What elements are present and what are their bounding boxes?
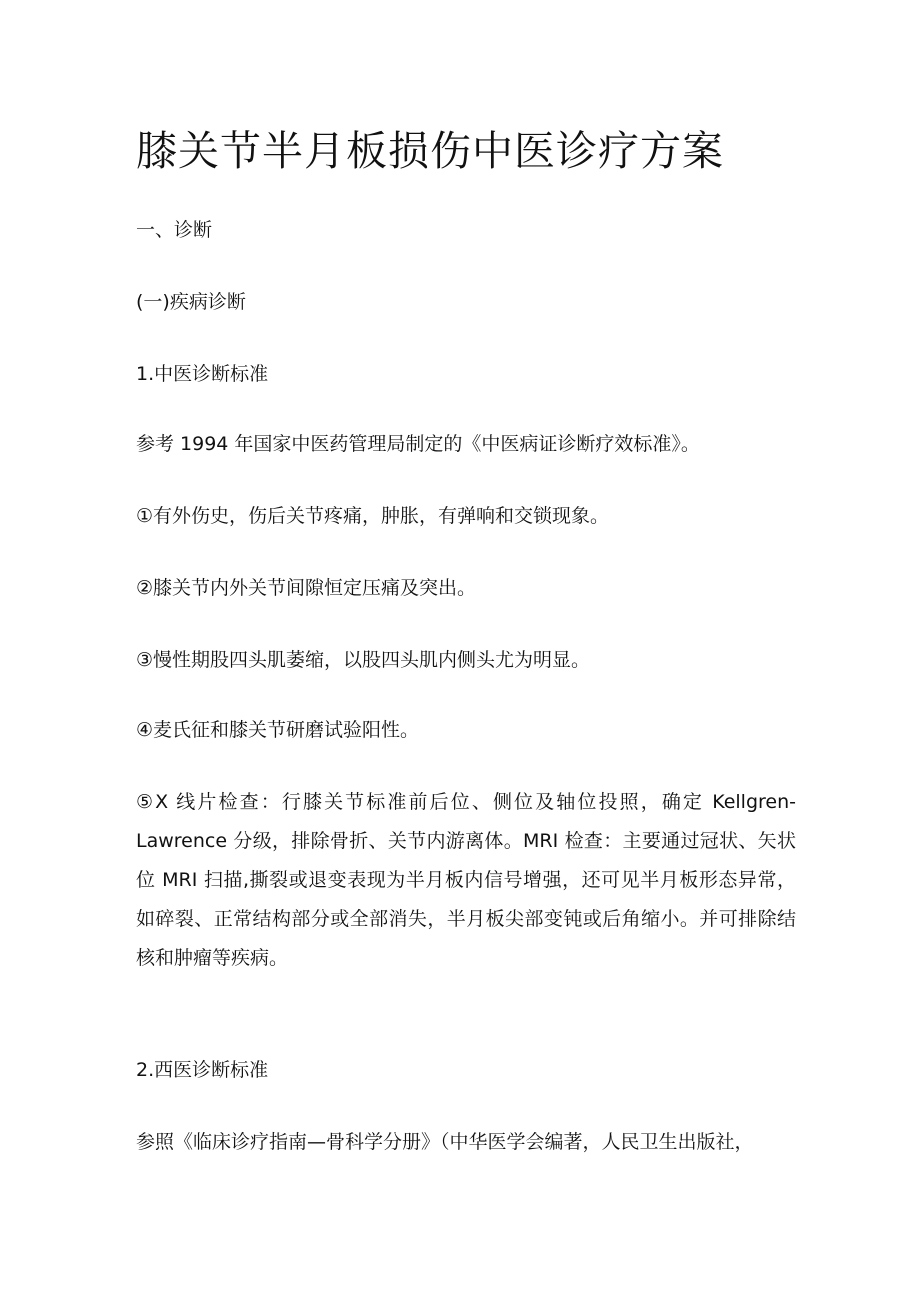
- criterion-5-imaging: ⑤X 线片检查：行膝关节标准前后位、侧位及轴位投照，确定 Kellgren-Lawrence 分级，排除骨折、关节内游离体。MRI 检查：主要通过冠状、矢状位 MRI 扫描,撕裂或退变表现为半月板内信号增强，还可见半月板形态异常，如碎裂、正常结构部分或全部消失，半月板尖部变钝或后角缩小。并可排除结核和肿瘤等疾病。: [136, 791, 796, 969]
- document-title: 膝关节半月板损伤中医诊疗方案: [136, 127, 724, 175]
- item-heading-tcm-criteria: 1.中医诊断标准: [136, 363, 269, 385]
- reference-paragraph-western: 参照《临床诊疗指南—骨科学分册》（中华医学会编著，人民卫生出版社，: [136, 1131, 754, 1153]
- criterion-2: ②膝关节内外关节间隙恒定压痛及突出。: [136, 577, 477, 599]
- subsection-heading-disease-diagnosis: (一)疾病诊断: [136, 291, 246, 313]
- item-heading-western-criteria: 2.西医诊断标准: [136, 1059, 269, 1081]
- criterion-3: ③慢性期股四头肌萎缩，以股四头肌内侧头尤为明显。: [136, 649, 591, 671]
- criterion-4: ④麦氏征和膝关节研磨试验阳性。: [136, 719, 420, 741]
- criterion-1: ①有外伤史，伤后关节疼痛，肿胀，有弹响和交锁现象。: [136, 505, 610, 527]
- reference-paragraph-tcm: 参考 1994 年国家中医药管理局制定的《中医病证诊断疗效标准》。: [136, 433, 700, 455]
- section-heading-diagnosis: 一、诊断: [136, 219, 213, 241]
